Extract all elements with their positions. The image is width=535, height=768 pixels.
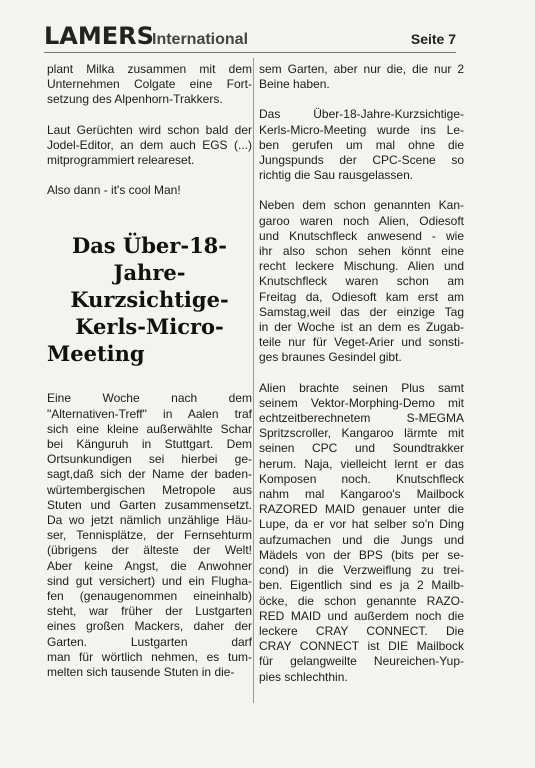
text-line: seinem Vektor-Morphing-Demo mit	[259, 395, 464, 410]
continuation-paragraph	[259, 62, 464, 92]
text-line: Spritzscroller, Kangaroo lärmte mit	[259, 426, 464, 441]
text-line: bei Känguruh in Stuttgart. Dem	[47, 437, 252, 452]
text-line: cond) in die Verzweiflung zu trei-	[259, 563, 464, 578]
text-line: Beine haben.	[259, 77, 330, 92]
text-line: Mädels von der BPS (bits per se-	[259, 547, 464, 562]
text-line: Jungspunds der CPC-Scene so	[259, 153, 464, 168]
text-line: ihr also schon sehen könnt eine	[259, 244, 464, 259]
article-paragraph	[47, 391, 252, 680]
text-line: teile nur für Veget-Arier und sonsti-	[259, 335, 464, 350]
page-number: Seite 7	[410, 31, 456, 47]
text-line: Lupe, da er vor hat selber so'n Ding	[259, 517, 464, 532]
text-line: eines großen Mackers, daher der	[47, 619, 252, 634]
text-line: Samstag,weil das der einzige Tag	[259, 304, 464, 319]
text-line: in der Woche ist an dem es Zugab-	[259, 320, 464, 335]
text-line: Alien brachte seinen Plus samt	[259, 380, 464, 395]
text-line: Garten. Lustgarten darf	[47, 634, 252, 649]
text-line: Das Über-18-Jahre-Kurzsichtige-	[259, 107, 464, 122]
text-line: recht leckere Mischung. Alien und	[259, 259, 464, 274]
text-line: ges braunes Gesindel gibt.	[259, 350, 402, 365]
text-line: leckere CRAY CONNECT. Die	[259, 623, 464, 638]
text-line: sich eine kleine außerwählte Schar	[47, 421, 252, 436]
text-line: für gelangweilte Neureichen-Yup-	[259, 654, 464, 669]
text-line: und Knutschfleck anwesend - wie	[259, 228, 464, 243]
left-column	[47, 62, 252, 695]
text-line: Knutschfleck waren schon am	[259, 274, 464, 289]
article-headline	[47, 232, 252, 367]
text-line: herum. Naja, vielleicht lernt er das	[259, 456, 464, 471]
text-line: (übrigens der älteste der Welt!	[47, 543, 252, 558]
text-line: Laut Gerüchten wird schon bald der	[47, 122, 252, 137]
text-line: ben gerufen um mal ohne die	[259, 137, 464, 152]
text-line: nahm mal Kangaroo's Mailbock	[259, 487, 464, 502]
right-column	[259, 62, 464, 700]
text-line: CRAY CONNECT ist DIE Mailbock	[259, 639, 464, 654]
text-line: mitprogrammiert releareset.	[47, 153, 195, 168]
text-line: richtig die Sau rausgelassen.	[259, 168, 414, 183]
text-line: melten sich tausende Stuten in die-	[47, 665, 235, 680]
rumor-paragraph	[47, 123, 252, 169]
text-line: würtembergischen Metropole aus	[47, 482, 252, 497]
text-line: seinen CPC und Soundtrakker	[259, 441, 464, 456]
text-line: Das Über-18-	[71, 233, 228, 259]
text-line: sind gut versichert) und ein Flugha-	[47, 573, 252, 588]
text-line: Jodel-Editor, an dem auch EGS (...)	[47, 137, 252, 152]
text-line: fen (genaugenommen eineinhalb)	[47, 589, 252, 604]
cool-line-text: Also dann - it's cool Man!	[47, 183, 181, 198]
text-line: Jahre-	[113, 260, 186, 286]
text-line: ser, Tennisplätze, der Fernsehturm	[47, 528, 252, 543]
attendees-paragraph	[259, 198, 464, 365]
text-line: man für wörtlich nehmen, es tum-	[47, 649, 252, 664]
magazine-logo: LAMERS	[44, 22, 154, 50]
text-line: Kurzsichtige-	[70, 287, 229, 313]
intro-paragraph	[47, 62, 252, 108]
text-line: steht, war früher der Lustgarten	[47, 604, 252, 619]
cool-line	[47, 183, 252, 198]
text-line: echtzeitberechnetem S-MEGMA	[259, 411, 464, 426]
text-line: Komposen noch. Knutschfleck	[259, 471, 464, 486]
text-line: sem Garten, aber nur die, die nur 2	[259, 62, 464, 76]
text-line: RAZORED MAID genauer unter die	[259, 502, 464, 517]
text-line: Ortsunkundigen sei hierbei ge-	[47, 452, 252, 467]
column-divider	[253, 58, 254, 703]
meeting-purpose-paragraph	[259, 107, 464, 183]
text-line: Eine Woche nach dem	[47, 391, 252, 406]
magazine-logo-subtitle: International	[152, 31, 249, 48]
text-line: ben. Eigentlich sind es ja 2 Mailb-	[259, 578, 464, 593]
text-line: Kerls-Micro-Meeting wurde ins Le-	[259, 122, 464, 137]
page-header	[44, 22, 456, 53]
text-line: aufzumachen und die Jungs und	[259, 532, 464, 547]
text-line: "Alternativen-Treff" in Aalen traf	[47, 406, 252, 421]
text-line: sagt,daß sich der Name der baden-	[47, 467, 252, 482]
text-line: Stuten und Garten zusammensetzt.	[47, 497, 252, 512]
text-line: Neben dem schon genannten Kan-	[259, 198, 464, 213]
text-line: RED MAID und außerdem noch die	[259, 608, 464, 623]
text-line: setzung des Alpenhorn-Trakkers.	[47, 92, 223, 107]
text-line: plant Milka zusammen mit dem	[47, 62, 252, 76]
text-line: Freitag da, Odiesoft kam erst am	[259, 289, 464, 304]
text-line: öcke, die schon genannte RAZO-	[259, 593, 464, 608]
text-line: Aber keine Angst, die Anwohner	[47, 558, 252, 573]
text-line: Unternehmen Colgate eine Fort-	[47, 77, 252, 92]
activities-paragraph	[259, 381, 464, 685]
text-line: pies schlechthin.	[259, 669, 348, 684]
text-line: Da wo jetzt nämlich unzählige Häu-	[47, 513, 252, 528]
text-line: Meeting	[47, 341, 145, 367]
text-line: garoo waren noch Alien, Odiesoft	[259, 213, 464, 228]
text-line: Kerls-Micro-	[75, 314, 224, 340]
